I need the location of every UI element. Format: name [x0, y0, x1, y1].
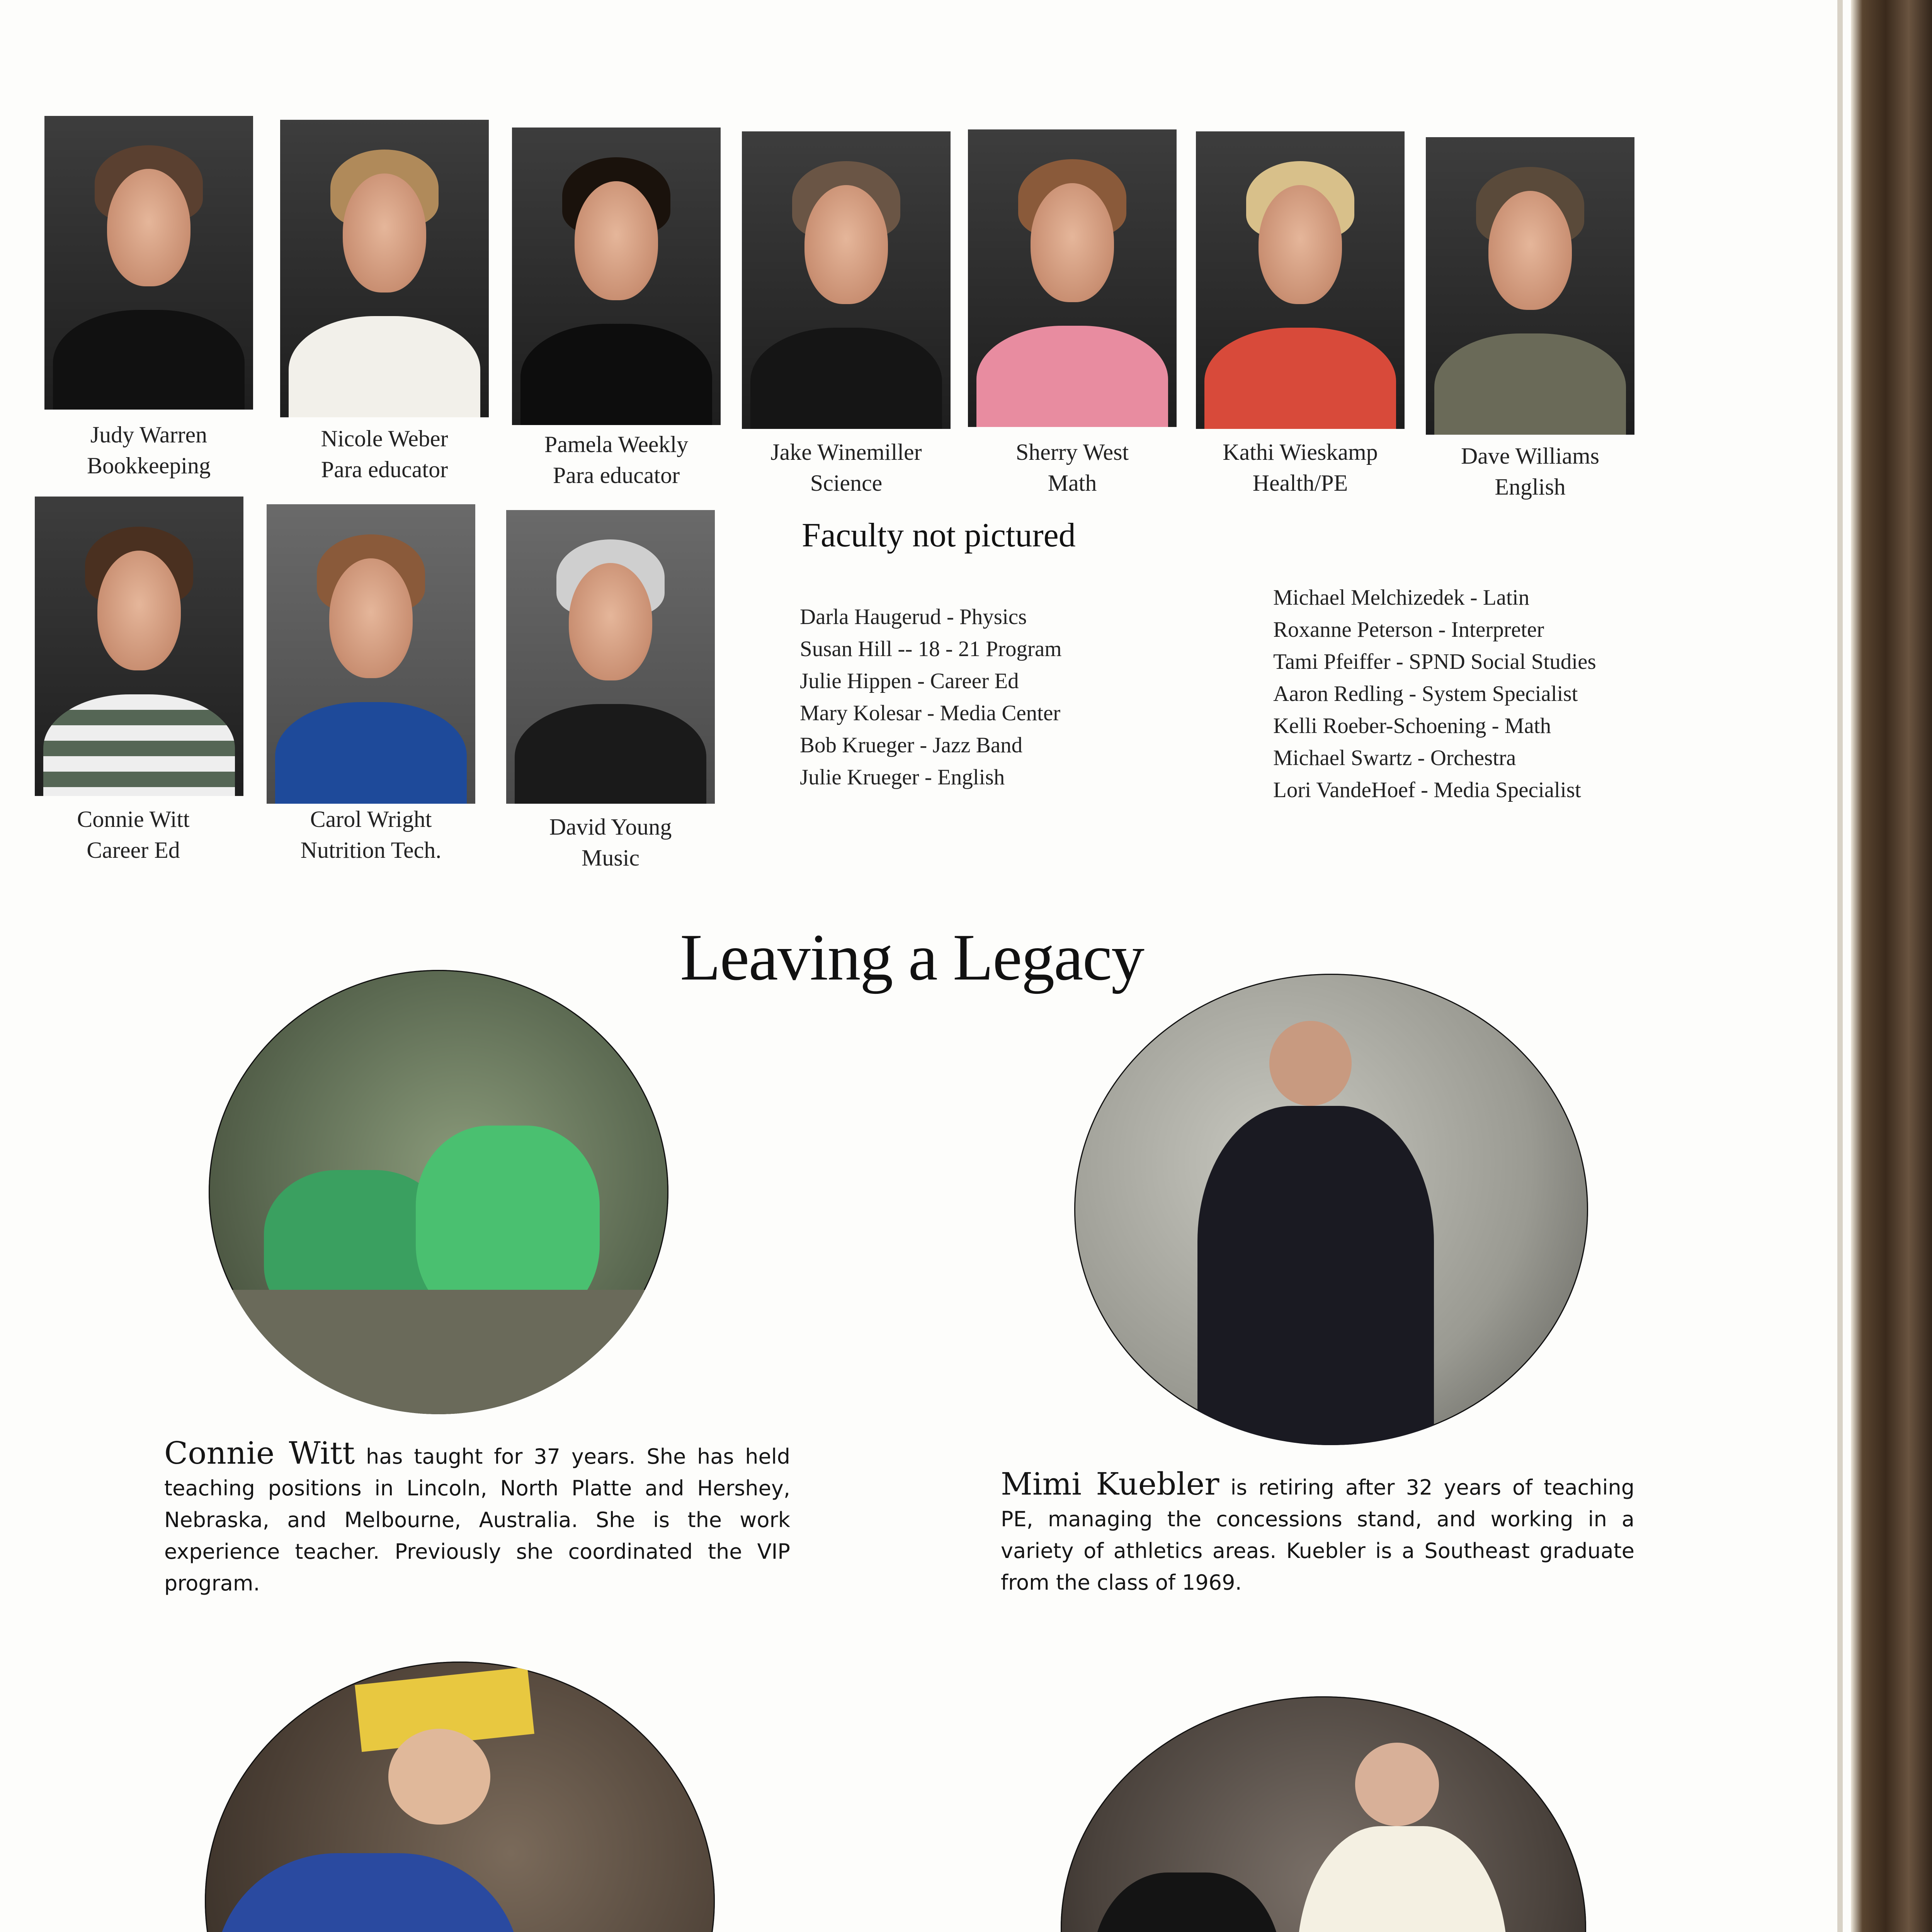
list-item: Michael Swartz - Orchestra [1273, 746, 1516, 770]
list-item: Mary Kolesar - Media Center [800, 701, 1061, 725]
story-text: has taught for 37 years. She has held teaching positions in Lincoln, North Platte and Hershey, Nebraska, and Melbourne, Australia. She is the work experience teacher. Previously she coordinated the VIP program. [164, 1444, 791, 1595]
story-name: Mimi Kuebler [1001, 1466, 1219, 1502]
portrait-photo [35, 497, 243, 796]
story-text: is retiring after 32 years of teaching PE, managing the concessions stand, and working in a variety of athletics areas. Kuebler is a Southeast graduate from the class of 1969. [1001, 1475, 1634, 1595]
legacy-photo-circle [1061, 1696, 1586, 1932]
not-pictured-list-right [1273, 582, 1596, 806]
list-item: Darla Haugerud - Physics [800, 605, 1027, 629]
legacy-story [1001, 1468, 1634, 1599]
portrait-photo [742, 131, 951, 429]
section-title: Leaving a Legacy [680, 921, 1144, 994]
portrait-caption: Pamela Weekly Para educator [544, 432, 689, 488]
portrait-caption: Connie Witt Career Ed [77, 806, 190, 863]
list-item: Aaron Redling - System Specialist [1273, 682, 1578, 706]
portrait-photo [267, 504, 475, 804]
page-edge [1837, 0, 1843, 1932]
portrait-photo [280, 120, 489, 417]
portrait-photo [44, 116, 253, 410]
list-item: Michael Melchizedek - Latin [1273, 585, 1530, 610]
portrait-photo [968, 129, 1177, 427]
list-item: Bob Krueger - Jazz Band [800, 733, 1023, 757]
list-item: Tami Pfeiffer - SPND Social Studies [1273, 650, 1596, 674]
legacy-photo-circle [205, 1662, 715, 1932]
not-pictured-list-left [800, 601, 1062, 793]
legacy-photo-circle [1074, 974, 1588, 1445]
portrait-caption: Jake Winemiller Science [770, 439, 922, 496]
portrait-photo [1196, 131, 1405, 429]
not-pictured-title: Faculty not pictured [802, 517, 1076, 554]
portrait-caption: Judy Warren Bookkeeping [87, 422, 211, 478]
portrait-caption: David Young Music [549, 814, 672, 871]
portrait-caption: Kathi Wieskamp Health/PE [1223, 439, 1378, 496]
book-spine [1851, 0, 1932, 1932]
portrait-photo [512, 128, 721, 425]
legacy-photo-circle [209, 970, 668, 1414]
list-item: Julie Hippen - Career Ed [800, 669, 1019, 693]
portrait-caption: Dave Williams English [1461, 443, 1600, 500]
portrait-caption: Nicole Weber Para educator [321, 426, 448, 482]
list-item: Susan Hill -- 18 - 21 Program [800, 637, 1062, 661]
portrait-photo [1426, 137, 1634, 435]
portrait-caption: Carol Wright Nutrition Tech. [300, 806, 442, 863]
story-name: Connie Witt [164, 1435, 355, 1471]
portrait-caption: Sherry West Math [1015, 439, 1129, 496]
list-item: Lori VandeHoef - Media Specialist [1273, 778, 1581, 802]
portrait-photo [506, 510, 715, 804]
list-item: Roxanne Peterson - Interpreter [1273, 617, 1544, 642]
list-item: Kelli Roeber-Schoening - Math [1273, 714, 1551, 738]
list-item: Julie Krueger - English [800, 765, 1005, 789]
legacy-story [164, 1437, 790, 1599]
